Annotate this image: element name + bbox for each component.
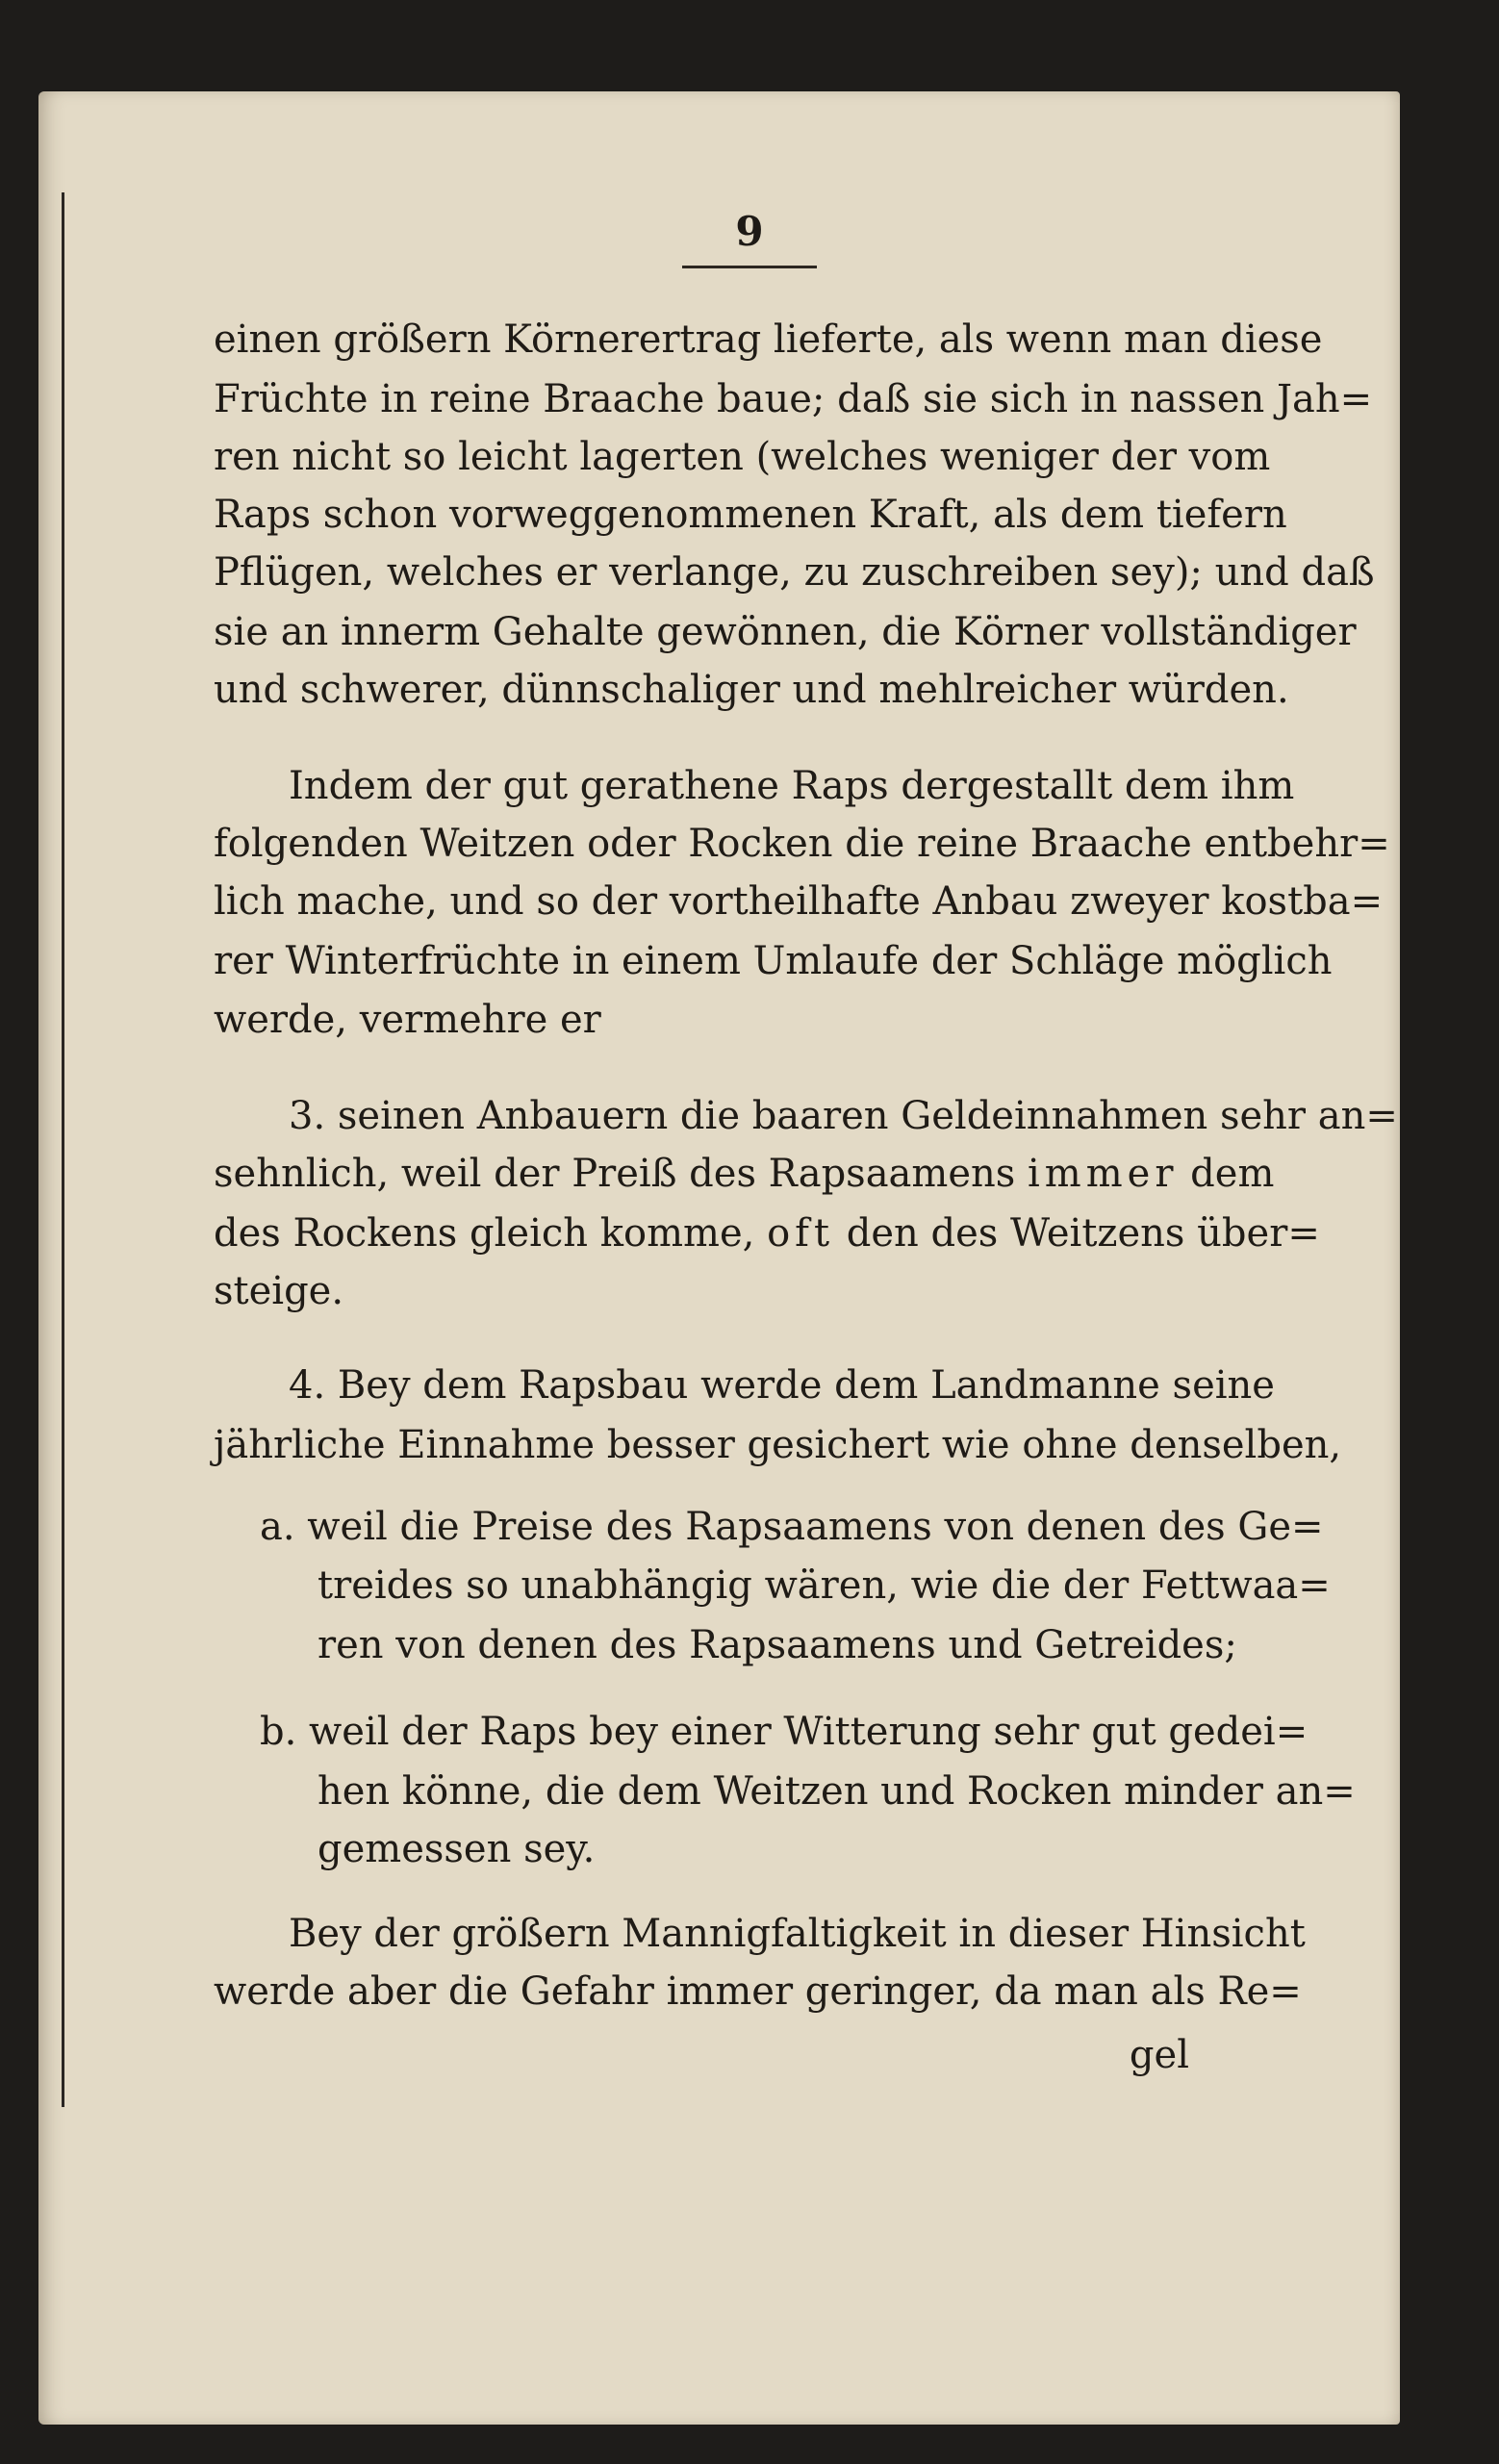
header-rule bbox=[682, 266, 817, 268]
emphasis-spaced: oft bbox=[767, 1211, 835, 1256]
text-line: Früchte in reine Braache baue; daß sie sich in nassen Jah= bbox=[214, 377, 1373, 421]
text-line: werde, vermehre er bbox=[214, 998, 601, 1042]
text-line: Indem der gut gerathene Raps dergestallt dem ihm bbox=[289, 764, 1295, 808]
text-line-mixed bbox=[214, 1211, 1320, 1256]
text-segment: des Rockens gleich komme, bbox=[214, 1211, 755, 1256]
text-line: hen könne, die dem Weitzen und Rocken minder an= bbox=[318, 1769, 1356, 1814]
list-item-4: 4. Bey dem Rapsbau werde dem Landmanne seine bbox=[289, 1363, 1275, 1408]
text-line: Raps schon vorweggenommenen Kraft, als dem tiefern bbox=[214, 493, 1287, 537]
text-line: lich mache, und so der vortheilhafte Anbau zweyer kostba= bbox=[214, 879, 1384, 924]
text-line: rer Winterfrüchte in einem Umlaufe der Schläge möglich bbox=[214, 939, 1333, 983]
text-line: Bey der größern Mannigfaltigkeit in dieser Hinsicht bbox=[289, 1912, 1306, 1956]
text-line: gemessen sey. bbox=[318, 1827, 596, 1871]
text-line: werde aber die Gefahr immer geringer, da man als Re= bbox=[214, 1969, 1302, 2014]
list-item-a: a. weil die Preise des Rapsaamens von denen des Ge= bbox=[260, 1505, 1324, 1549]
text-line: und schwerer, dünnschaliger und mehlreicher würden. bbox=[214, 668, 1289, 712]
text-line-mixed bbox=[214, 1152, 1275, 1196]
text-line: treides so unabhängig wären, wie die der Fettwaa= bbox=[318, 1563, 1331, 1608]
text-line: Pflügen, welches er verlange, zu zuschreiben sey); und daß bbox=[214, 550, 1375, 595]
text-line: jährliche Einnahme besser gesichert wie ohne denselben, bbox=[214, 1423, 1342, 1467]
catchword: gel bbox=[1129, 2033, 1189, 2077]
emphasis-spaced: immer bbox=[1028, 1152, 1179, 1196]
text-line: ren von denen des Rapsaamens und Getreides; bbox=[318, 1623, 1237, 1667]
text-line: ren nicht so leicht lagerten (welches weniger der vom bbox=[214, 435, 1271, 479]
page-header bbox=[0, 208, 1499, 268]
text-line: steige. bbox=[214, 1269, 344, 1313]
text-segment: sehnlich, weil der Preiß des Rapsaamens bbox=[214, 1152, 1016, 1196]
text-line: sie an innerm Gehalte gewönnen, die Körner vollständiger bbox=[214, 610, 1357, 654]
page-edge-line bbox=[62, 192, 64, 2107]
text-line: folgenden Weitzen oder Rocken die reine Braache entbehr= bbox=[214, 822, 1390, 866]
text-segment: dem bbox=[1190, 1152, 1275, 1196]
text-line: einen größern Körnerertrag lieferte, als wenn man diese bbox=[214, 318, 1323, 362]
list-item-b: b. weil der Raps bey einer Witterung sehr gut gedei= bbox=[260, 1710, 1308, 1754]
page-number: 9 bbox=[735, 208, 764, 255]
text-segment: den des Weitzens über= bbox=[846, 1211, 1320, 1256]
list-item-3: 3. seinen Anbauern die baaren Geldeinnahmen sehr an= bbox=[289, 1094, 1398, 1138]
